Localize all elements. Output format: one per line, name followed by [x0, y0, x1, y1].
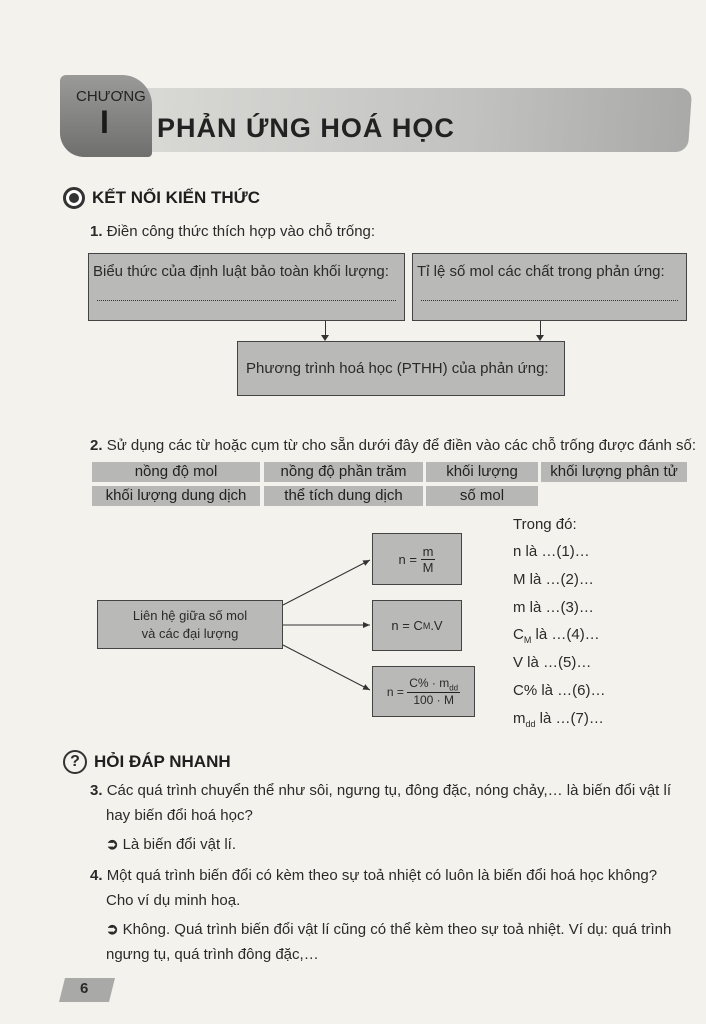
- legend-sub: M: [523, 635, 532, 646]
- word-chip[interactable]: khối lượng: [426, 462, 538, 482]
- word-chip[interactable]: thể tích dung dịch: [264, 486, 423, 506]
- f-num: C% · m: [409, 675, 450, 690]
- legend-item: [513, 654, 606, 682]
- legend-item: [513, 710, 606, 738]
- legend-symbol: m: [513, 709, 526, 727]
- formula-n-m-over-M: [372, 533, 462, 585]
- formula-n-CM-V: [372, 600, 462, 651]
- relation-line: và các đại lượng: [141, 626, 239, 641]
- page-number: 6: [80, 980, 89, 997]
- legend-symbol: M: [513, 570, 526, 588]
- q-num: 2.: [90, 437, 103, 454]
- f-den: M: [422, 559, 434, 575]
- q-text: Một quá trình biến đổi có kèm theo sự toả nhiệt có luôn là biến đổi hoá học không?: [106, 867, 658, 884]
- f-lhs: n = C: [391, 618, 423, 633]
- answer-text: Là biến đổi vật lí.: [122, 836, 236, 853]
- relation-line: Liên hệ giữa số mol: [132, 608, 248, 623]
- word-chip[interactable]: nồng độ mol: [92, 462, 260, 482]
- q-text: Cho ví dụ minh hoạ.: [106, 892, 241, 909]
- q-text: Điền công thức thích hợp vào chỗ trống:: [106, 223, 376, 240]
- f-sub: dd: [449, 683, 459, 693]
- box-label: Tỉ lệ số mol các chất trong phản ứng:: [417, 263, 665, 280]
- q-text: Các quá trình chuyển thể như sôi, ngưng tụ, đông đặc, nóng chảy,… là biến đổi vật lí: [106, 782, 672, 799]
- box-label: Biểu thức của định luật bảo toàn khối lượng:: [93, 263, 389, 280]
- legend-symbol: m: [513, 598, 526, 616]
- qa-item: [90, 778, 700, 857]
- legend-text: là …(6)…: [537, 681, 606, 699]
- chapter-title: PHẢN ỨNG HOÁ HỌC: [157, 113, 455, 143]
- legend-item: [513, 682, 606, 710]
- section-title: KẾT NỐI KIẾN THỨC: [92, 188, 261, 207]
- qa-list: [90, 778, 700, 973]
- q-num: 1.: [90, 223, 103, 240]
- f-lhs: n =: [398, 551, 417, 567]
- legend-text: là …(4)…: [531, 626, 600, 644]
- answer-text: ngưng tụ, quá trình đông đặc,…: [106, 946, 319, 963]
- legend-symbol: C%: [513, 681, 538, 699]
- f-lhs: n =: [386, 684, 404, 699]
- legend-list: [513, 543, 606, 738]
- f-rhs: .V: [430, 618, 443, 633]
- section-title: HỎI ĐÁP NHANH: [94, 752, 231, 771]
- f-sub: M: [422, 620, 431, 631]
- chapter-number: I: [100, 104, 109, 140]
- chapter-label: CHƯƠNG: [76, 88, 146, 105]
- q-num: 3.: [90, 782, 103, 799]
- q-num: 4.: [90, 867, 103, 884]
- legend-text: là …(5)…: [523, 654, 592, 672]
- legend-item: [513, 571, 606, 599]
- f-num: m: [422, 543, 434, 559]
- legend-text: là …(7)…: [535, 709, 604, 727]
- legend-text: là …(3)…: [525, 598, 594, 616]
- legend-sub: dd: [525, 718, 536, 729]
- legend-item: [513, 599, 606, 627]
- legend-title: Trong đó:: [513, 516, 577, 533]
- legend-item: [513, 543, 606, 571]
- legend-symbol: n: [513, 543, 522, 560]
- word-chip[interactable]: số mol: [426, 486, 538, 506]
- legend-symbol: C: [513, 626, 524, 644]
- qa-item: [90, 863, 700, 967]
- word-chip[interactable]: khối lượng phân tử: [541, 462, 687, 482]
- formula-n-Cpercent: [372, 666, 475, 717]
- legend-item: [513, 626, 606, 654]
- answer-text: Không. Quá trình biến đổi vật lí cũng có thể kèm theo sự toả nhiệt. Ví dụ: quá trình: [122, 921, 672, 938]
- word-chip[interactable]: khối lượng dung dịch: [92, 486, 260, 506]
- box-label: Phương trình hoá học (PTHH) của phản ứng:: [246, 360, 549, 377]
- q-text: hay biến đổi hoá học?: [106, 807, 253, 824]
- question-icon: ?: [63, 750, 87, 774]
- f-den: 100 · M: [413, 693, 455, 708]
- legend-text: là …(1)…: [521, 543, 590, 560]
- legend-symbol: V: [513, 654, 524, 672]
- q-text: Sử dụng các từ hoặc cụm từ cho sẵn dưới đây để điền vào các chỗ trống được đánh số:: [106, 437, 697, 454]
- word-chip[interactable]: nồng độ phần trăm: [264, 462, 423, 482]
- legend-text: là …(2)…: [525, 570, 594, 588]
- answer-arrow-icon: ➲: [106, 921, 119, 938]
- answer-arrow-icon: ➲: [106, 836, 119, 853]
